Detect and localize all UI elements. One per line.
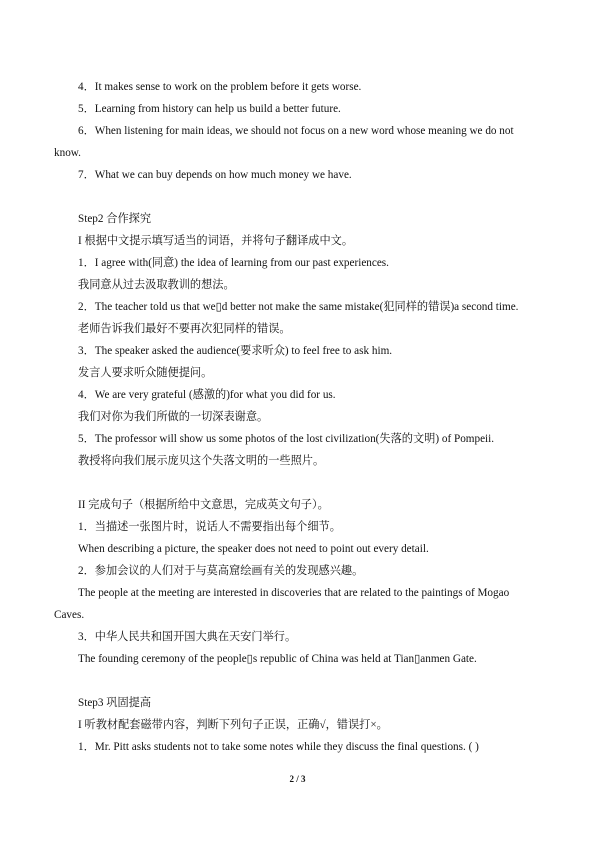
part2-question-2-english: The people at the meeting are interested in discoveries that are related to the paintings of Mogao [78, 587, 510, 599]
step2-item-4-chinese: 我们对你为我们所做的一切深表谢意。 [78, 411, 269, 423]
sentence-4: 4．It makes sense to work on the problem before it gets worse. [78, 81, 362, 93]
step2-item-2-english: 2．The teacher told us that we▯d better not make the same mistake(犯同样的错误)a second time. [78, 301, 519, 313]
step2-item-4-english: 4．We are very grateful (感激的)for what you did for us. [78, 389, 336, 401]
step2-instruction: I 根据中文提示填写适当的词语，并将句子翻译成中文。 [78, 235, 354, 247]
part2-question-3-chinese: 3．中华人民共和国开国大典在天安门举行。 [78, 631, 297, 643]
part2-question-3-english: The founding ceremony of the people▯s republic of China was held at Tian▯anmen Gate. [78, 653, 477, 665]
sentence-7: 7．What we can buy depends on how much money we have. [78, 169, 352, 181]
step3-heading: Step3 巩固提高 [78, 697, 152, 709]
part2-question-1-chinese: 1．当描述一张图片时，说话人不需要指出每个细节。 [78, 521, 341, 533]
sentence-5: 5．Learning from history can help us build a better future. [78, 103, 341, 115]
part2-question-2-chinese: 2．参加会议的人们对于与莫高窟绘画有关的发现感兴趣。 [78, 565, 364, 577]
sentence-6: 6．When listening for main ideas, we should not focus on a new word whose meaning we do not [78, 125, 514, 137]
step2-item-1-english: 1．I agree with(同意) the idea of learning from our past experiences. [78, 257, 389, 269]
part2-instruction: II 完成句子（根据所给中文意思，完成英文句子）。 [78, 499, 329, 511]
step3-question-1: 1．Mr. Pitt asks students not to take some notes while they discuss the final questions. ( ) [78, 741, 479, 753]
sentence-6-continued: know. [54, 147, 81, 159]
step2-item-3-chinese: 发言人要求听众随便提问。 [78, 367, 213, 379]
step3-instruction: I 听教材配套磁带内容，判断下列句子正误，正确√，错误打×。 [78, 719, 388, 731]
step2-item-5-english: 5．The professor will show us some photos of the lost civilization(失落的文明) of Pompeii. [78, 433, 495, 445]
part2-question-1-english: When describing a picture, the speaker does not need to point out every detail. [78, 543, 429, 555]
step2-item-3-english: 3．The speaker asked the audience(要求听众) to feel free to ask him. [78, 345, 393, 357]
step2-heading: Step2 合作探究 [78, 213, 152, 225]
step2-item-1-chinese: 我同意从过去汲取教训的想法。 [78, 279, 235, 291]
part2-question-2-english-continued: Caves. [54, 609, 85, 621]
step2-item-2-chinese: 老师告诉我们最好不要再次犯同样的错误。 [78, 323, 291, 335]
step2-item-5-chinese: 教授将向我们展示庞贝这个失落文明的一些照片。 [78, 455, 325, 467]
page-number: 2 / 3 [289, 774, 306, 784]
